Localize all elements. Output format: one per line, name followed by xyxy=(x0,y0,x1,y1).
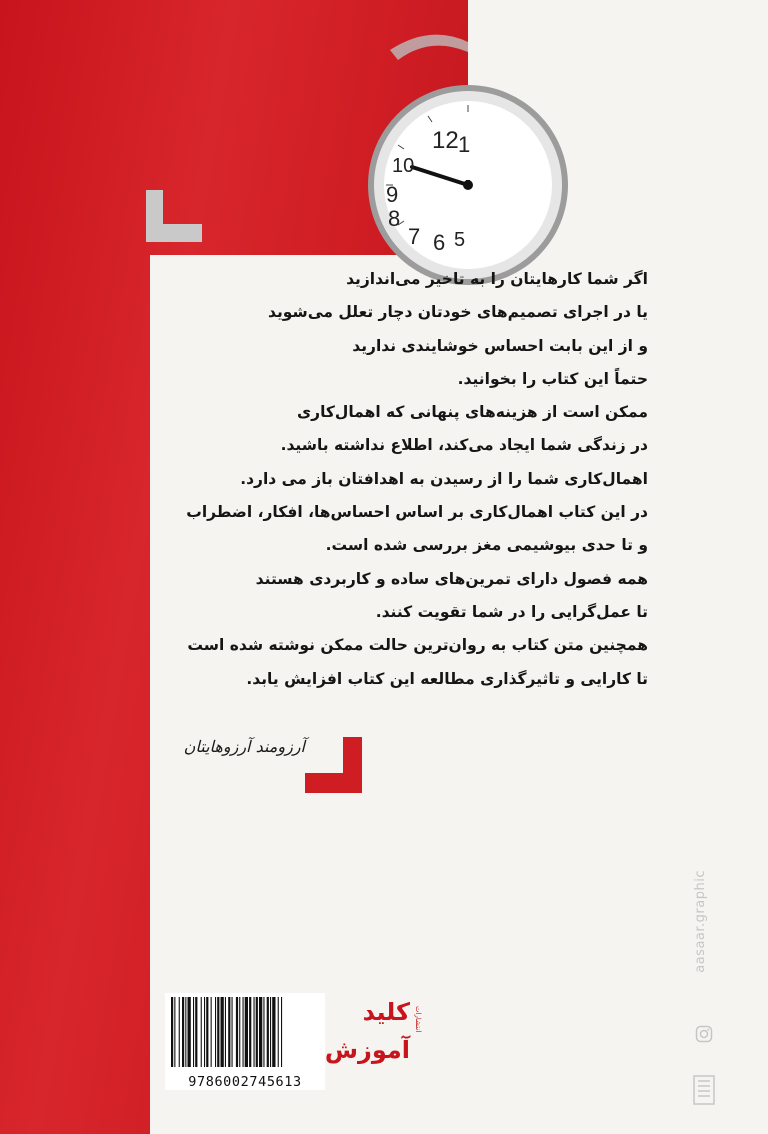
barcode-bar xyxy=(243,997,244,1067)
blurb-line: اگر شما کارهایتان را به تاخیر می‌اندازید xyxy=(346,270,648,288)
barcode-bar xyxy=(206,997,208,1067)
designer-handle: aasaar.graphic xyxy=(693,870,708,973)
barcode-bar xyxy=(249,997,251,1067)
barcode-bar xyxy=(193,997,194,1067)
clock-numeral-8: 8 xyxy=(388,206,401,231)
barcode-bar xyxy=(188,997,191,1067)
barcode-bar xyxy=(259,997,262,1067)
barcode-bar xyxy=(256,997,258,1067)
clock-numeral-6: 6 xyxy=(433,230,446,255)
barcode-bar xyxy=(281,997,282,1067)
barcode-bar xyxy=(239,997,240,1067)
alarm-clock-image xyxy=(350,30,471,255)
blurb-line: یا در اجرای تصمیم‌های خودتان دچار تعلل می‌شوید xyxy=(268,303,648,322)
publisher-logo xyxy=(324,998,422,1090)
barcode-bar xyxy=(236,997,238,1067)
designer-credit xyxy=(693,870,717,1110)
blurb-line: و از این بابت احساس خوشایندی ندارید xyxy=(352,336,648,355)
blurb-line: تا کارایی و تاثیرگذاری مطالعه این کتاب افزایش یابد. xyxy=(246,669,648,688)
barcode-bar xyxy=(204,997,205,1067)
barcode-bar xyxy=(211,997,212,1067)
clock-numeral-10: 10 xyxy=(392,155,415,177)
blurb-line: در زندگی شما ایجاد می‌کند، اطلاع نداشته باشید. xyxy=(280,436,648,455)
instagram-icon xyxy=(695,1025,713,1043)
signature-text: آرزومند آرزوهایتان xyxy=(183,737,305,756)
blurb-line: و تا حدی بیوشیمی مغز بررسی شده است. xyxy=(325,536,648,555)
corner-bracket-top xyxy=(146,190,202,242)
publisher-label: انتشارات xyxy=(414,1006,422,1033)
barcode-bar xyxy=(245,997,248,1067)
barcode-bar xyxy=(185,997,186,1067)
blurb-line: همچنین متن کتاب به روان‌ترین حالت ممکن نوشته شده است xyxy=(187,636,648,655)
barcode-bar xyxy=(215,997,216,1067)
clock-numeral-1: 1 xyxy=(458,132,471,157)
blurb-line: همه فصول دارای تمرین‌های ساده و کاربردی هستند xyxy=(255,569,648,588)
barcode-bar xyxy=(270,997,271,1067)
barcode-bar xyxy=(228,997,230,1067)
barcode-bar xyxy=(217,997,219,1067)
corner-bracket-bottom xyxy=(305,737,362,793)
blurb-line: اهمال‌کاری شما را از رسیدن به اهدافتان باز می دارد. xyxy=(240,469,648,488)
barcode-bar xyxy=(272,997,275,1067)
blurb-line: ممکن است از هزینه‌های پنهانی که اهمال‌کاری xyxy=(296,403,648,422)
barcode-bar xyxy=(221,997,224,1067)
back-cover-blurb xyxy=(168,263,648,696)
barcode-bar xyxy=(201,997,202,1067)
blurb-line: تا عمل‌گرایی را در شما تقویت کنند. xyxy=(375,602,648,621)
barcode-bar xyxy=(263,997,264,1067)
barcode-bar xyxy=(179,997,180,1067)
clock-numeral-12: 12 xyxy=(432,127,459,154)
publisher-name-line2: آموزش xyxy=(324,1036,410,1064)
barcode-bar xyxy=(195,997,197,1067)
barcode-bar xyxy=(225,997,226,1067)
barcode-bars xyxy=(165,993,325,1071)
barcode-bar xyxy=(254,997,255,1067)
blurb-line: حتماً این کتاب را بخوانید. xyxy=(457,369,648,388)
barcode-bar xyxy=(278,997,279,1067)
barcode-bar xyxy=(171,997,173,1067)
barcode-bar xyxy=(267,997,269,1067)
barcode-bar xyxy=(174,997,175,1067)
blurb-line: در این کتاب اهمال‌کاری بر اساس احساس‌ها، افکار، اضطراب xyxy=(186,503,648,522)
clock-numeral-5: 5 xyxy=(454,229,466,251)
clock-numeral-9: 9 xyxy=(386,182,399,207)
barcode-number: 9786002745613 xyxy=(188,1074,302,1090)
barcode-bar xyxy=(232,997,233,1067)
designer-logo-icon xyxy=(693,1075,715,1105)
clock-numeral-7: 7 xyxy=(408,224,421,249)
isbn-barcode xyxy=(165,993,325,1090)
barcode-bar xyxy=(182,997,184,1067)
publisher-name-line1: کلید xyxy=(362,998,410,1026)
